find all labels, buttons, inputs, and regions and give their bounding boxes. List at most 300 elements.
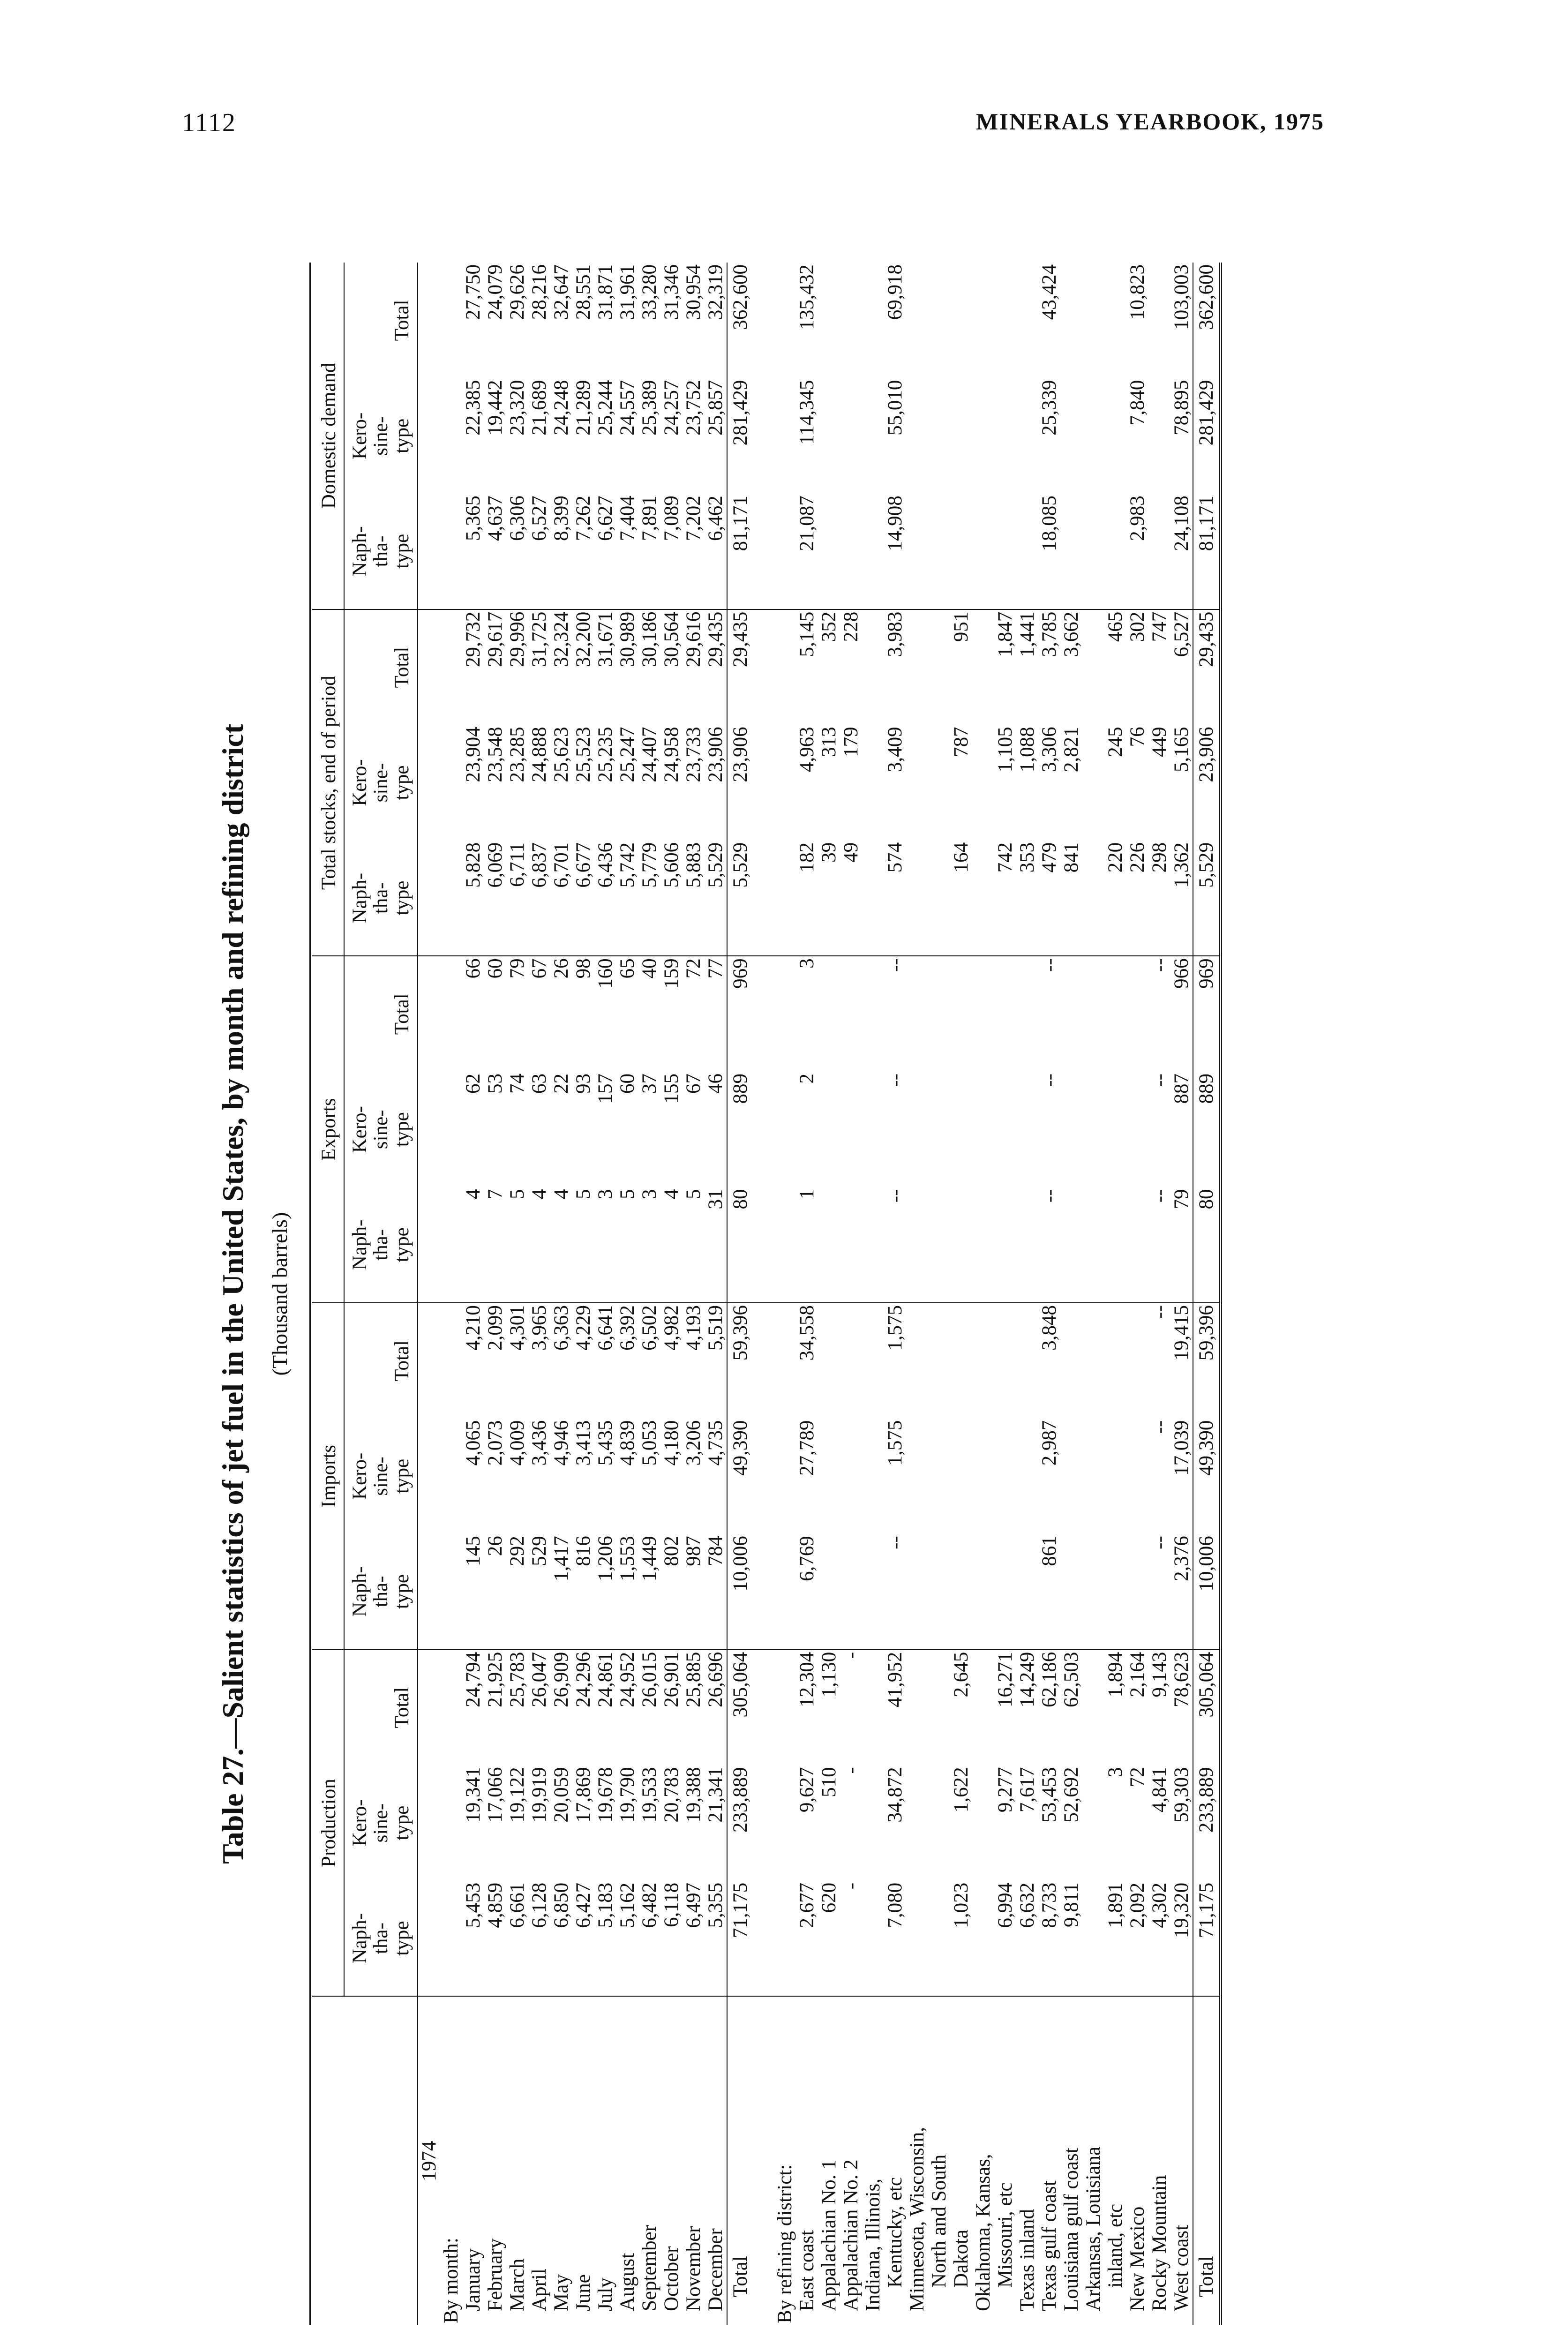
table-cell: 1,891 (1104, 1881, 1126, 1997)
table-cell: 292 (506, 1534, 528, 1650)
table-cell: 25,389 (638, 380, 661, 436)
subheader-naph: Naph- tha- type (344, 1881, 418, 1997)
empty-cell (440, 1072, 462, 1187)
table-cell: 742 (994, 841, 1016, 956)
table-cell: 6,482 (638, 1881, 660, 1997)
table-cell: 37 (638, 1074, 661, 1094)
table-cell (928, 1303, 950, 1419)
table-cell: 4,180 (660, 1420, 683, 1466)
subheader-kero: Kero- sine- type (344, 1419, 418, 1534)
table-cell (1148, 494, 1170, 609)
spacer (753, 841, 774, 956)
table-cell (972, 1072, 994, 1187)
table-cell: -- (1038, 958, 1061, 972)
table-cell (818, 1303, 840, 1419)
table-cell: 22,385 (462, 380, 485, 436)
table-cell (1082, 378, 1104, 494)
table-cell: 6,306 (506, 494, 528, 609)
table-cell: 4 (550, 1187, 572, 1303)
table-cell: 1,847 (994, 611, 1017, 657)
table-cell: 1,575 (884, 1305, 907, 1351)
empty-cell (418, 1650, 440, 1766)
table-cell: 969 (727, 956, 753, 1072)
table-cell: 157 (594, 1074, 617, 1104)
table-cell: 65 (616, 958, 639, 979)
table-cell: 29,996 (506, 611, 529, 667)
table-cell: 25,783 (506, 1652, 529, 1708)
table-cell: 305,064 (727, 1650, 753, 1766)
table-cell: 49 (840, 841, 862, 956)
table-cell (950, 263, 972, 378)
row-label: Rocky Mountain (1148, 2175, 1171, 2311)
table-cell: 62,503 (1060, 1652, 1083, 1708)
table-cell: 20,783 (660, 1767, 683, 1823)
table-cell: 4 (528, 1187, 550, 1303)
table-cell (1016, 1072, 1038, 1187)
table-cell: - (840, 1767, 863, 1774)
table-cell (972, 1534, 994, 1650)
row-label: Louisiana gulf coast (1060, 2148, 1083, 2311)
table-cell (928, 263, 950, 378)
table-cell (818, 378, 840, 494)
table-cell: 23,320 (506, 380, 529, 436)
table-cell: 155 (660, 1074, 683, 1104)
table-cell (1082, 1072, 1104, 1187)
table-cell (840, 1534, 862, 1650)
table-cell: 21,925 (484, 1652, 507, 1708)
subheader-total: Total (344, 1650, 418, 1766)
table-cell: 24,407 (638, 727, 661, 782)
row-label: May (550, 2274, 573, 2311)
table-cell: 1,894 (1104, 1652, 1127, 1698)
table-cell (818, 494, 840, 609)
table-cell: 220 (1104, 841, 1126, 956)
table-cell: 1,023 (950, 1881, 972, 1997)
table-cell (1104, 263, 1126, 378)
table-cell: 24,888 (528, 727, 551, 782)
row-label: Arkansas, Louisiana (1082, 2146, 1105, 2311)
table-cell: 6,502 (638, 1305, 661, 1351)
table-cell (928, 1187, 950, 1303)
subheader-total: Total (344, 609, 418, 725)
table-cell (906, 263, 928, 378)
table-cell (1016, 263, 1038, 378)
table-cell: 1,105 (994, 727, 1017, 773)
table-cell: 81,171 (727, 494, 753, 609)
table-cell: 20,059 (550, 1767, 573, 1823)
table-cell (906, 841, 928, 956)
table-cell (950, 956, 972, 1072)
table-cell: 3,965 (528, 1305, 551, 1351)
table-cell (840, 1072, 862, 1187)
table-cell: 8,399 (550, 494, 572, 609)
table-cell: 24,248 (550, 380, 573, 436)
table-cell: 6,711 (506, 841, 528, 956)
table-cell: -- (1148, 1074, 1171, 1087)
table-cell: 23,906 (705, 727, 727, 782)
table-cell: 62 (462, 1074, 485, 1094)
table-cell: 4,839 (616, 1420, 639, 1466)
row-label: February (484, 2238, 507, 2311)
table-cell: 21,341 (705, 1767, 727, 1823)
table-cell: 4,637 (484, 494, 506, 609)
table-cell (928, 1650, 950, 1766)
row-label: April (528, 2269, 551, 2311)
table-cell: 5,519 (705, 1305, 727, 1351)
table-row (796, 263, 818, 2325)
table-cell: 80 (727, 1187, 753, 1303)
table-cell: 24,557 (616, 380, 639, 436)
table-cell: 69,918 (884, 264, 907, 320)
table-cell: 6,850 (550, 1881, 572, 1997)
empty-cell (774, 1419, 796, 1534)
table-cell (906, 1881, 928, 1997)
table-cell: 5 (683, 1187, 705, 1303)
table-cell (840, 378, 862, 494)
table-cell: 182 (796, 841, 818, 956)
table-cell: -- (1148, 958, 1171, 972)
table-cell (818, 956, 840, 1072)
table-cell (1060, 1072, 1082, 1187)
table-body (418, 263, 1221, 2325)
table-cell: 19,678 (594, 1767, 617, 1823)
table-cell (994, 1072, 1016, 1187)
empty-cell (774, 841, 796, 956)
empty-cell (440, 1765, 462, 1881)
spacer-row (753, 263, 774, 2325)
table-cell (862, 1765, 884, 1881)
table-cell (972, 1303, 994, 1419)
empty-cell (440, 1881, 462, 1997)
table-cell: 6,363 (550, 1305, 573, 1351)
production-header: Production (312, 1650, 344, 1997)
table-cell: 23,904 (462, 727, 485, 782)
table-cell: 49,390 (727, 1419, 753, 1534)
header-rule (309, 263, 311, 2325)
table-row (1126, 263, 1148, 2325)
table-cell: 4,301 (506, 1305, 529, 1351)
table-cell: 887 (1170, 1074, 1193, 1104)
table-cell: 9,811 (1060, 1881, 1082, 1997)
table-cell: 34,558 (796, 1305, 818, 1361)
table-cell: 17,869 (572, 1767, 595, 1823)
empty-cell (440, 956, 462, 1072)
table-cell: 4,859 (484, 1881, 506, 1997)
table-unit: (Thousand barrels) (268, 1212, 292, 1376)
table-cell: -- (1038, 1187, 1060, 1303)
table-cell: 4 (660, 1187, 683, 1303)
table-cell: 6,527 (1170, 611, 1193, 657)
table-cell: 1,130 (818, 1652, 840, 1698)
table-cell: 7,089 (660, 494, 683, 609)
table-cell (950, 1419, 972, 1534)
subheader-naph: Naph- tha- type (344, 1187, 418, 1303)
table-cell: 25,244 (594, 380, 617, 436)
table-cell: 63 (528, 1074, 551, 1094)
empty-cell (418, 1419, 440, 1534)
table-cell: 5,145 (796, 611, 818, 657)
table-cell: 79 (506, 958, 529, 979)
table-cell (906, 1303, 928, 1419)
table-cell: 1,622 (950, 1767, 973, 1813)
table-cell (862, 263, 884, 378)
table-cell (906, 956, 928, 1072)
table-row (506, 263, 528, 2325)
table-cell: 71,175 (1193, 1881, 1221, 1997)
table-cell: 25,247 (616, 727, 639, 782)
table-cell: -- (1148, 1305, 1171, 1319)
table-cell: 861 (1038, 1534, 1060, 1650)
table-cell: 6,118 (660, 1881, 683, 1997)
spacer (753, 378, 774, 494)
table-cell: 24,794 (462, 1652, 485, 1708)
table-cell: 4,841 (1148, 1767, 1171, 1813)
table-cell (840, 494, 862, 609)
table-cell: 313 (818, 727, 840, 757)
table-cell (1082, 1765, 1104, 1881)
table-cell (928, 1765, 950, 1881)
table-cell: 114,345 (796, 380, 818, 445)
jet-fuel-table (312, 263, 1222, 2325)
table-cell: 43,424 (1038, 264, 1061, 320)
year-label: 1974 (418, 2141, 441, 2181)
group-header-row (312, 263, 344, 2325)
row-label: Appalachian No. 2 (840, 2159, 863, 2311)
table-cell: 987 (683, 1534, 705, 1650)
table-cell: 1,441 (1016, 611, 1039, 657)
table-cell: 26,901 (660, 1652, 683, 1708)
table-cell: 1,553 (616, 1534, 638, 1650)
empty-cell (418, 841, 440, 956)
table-row (594, 263, 616, 2325)
table-cell: 135,432 (796, 264, 818, 330)
table-cell: 79 (1170, 1187, 1193, 1303)
empty-cell (774, 1881, 796, 1997)
table-cell (862, 378, 884, 494)
table-cell: 29,732 (462, 611, 485, 667)
table-cell (818, 1534, 840, 1650)
table-cell: 59,303 (1170, 1767, 1193, 1823)
table-cell: 6,837 (528, 841, 550, 956)
table-cell: 8,733 (1038, 1881, 1060, 1997)
table-cell: 3 (594, 1187, 616, 1303)
empty-cell (774, 725, 796, 841)
table-row (1060, 263, 1082, 2325)
table-cell: -- (884, 1074, 907, 1087)
table-row (572, 263, 594, 2325)
table-cell (972, 1881, 994, 1997)
table-cell: 14,908 (884, 494, 906, 609)
table-cell (972, 609, 994, 725)
table-cell: 4,302 (1148, 1881, 1170, 1997)
table-cell: 80 (1193, 1187, 1221, 1303)
table-cell: 2 (796, 1074, 818, 1084)
row-label: Indiana, Illinois, (862, 2178, 885, 2311)
subheader-kero: Kero- sine- type (344, 725, 418, 841)
table-cell (840, 1187, 862, 1303)
table-cell: 1,088 (1016, 727, 1039, 773)
table-cell: 889 (1193, 1072, 1221, 1187)
table-cell (994, 1303, 1016, 1419)
table-cell: 3 (796, 958, 818, 969)
table-cell: 32,200 (572, 611, 595, 667)
table-cell (906, 494, 928, 609)
table-cell (928, 609, 950, 725)
table-cell (994, 494, 1016, 609)
empty-cell (418, 956, 440, 1072)
table-cell: 233,889 (727, 1765, 753, 1881)
empty-cell (440, 263, 462, 378)
table-cell: 25,857 (705, 380, 727, 436)
table-cell: 5,529 (1193, 841, 1221, 956)
table-cell: 5,742 (616, 841, 638, 956)
table-cell: 5,365 (462, 494, 484, 609)
table-cell (1016, 956, 1038, 1072)
table-row (862, 263, 884, 2325)
table-cell: 228 (840, 611, 863, 642)
table-row (1148, 263, 1170, 2325)
table-cell: -- (1038, 1074, 1061, 1087)
table-cell: 24,257 (660, 380, 683, 436)
table-cell (1126, 956, 1148, 1072)
table-cell (1126, 1534, 1148, 1650)
table-cell (972, 725, 994, 841)
rotated-table-area (216, 263, 1397, 2325)
row-label: Missouri, etc (994, 2182, 1017, 2288)
table-cell: 24,861 (594, 1652, 617, 1708)
empty-cell (774, 609, 796, 725)
table-cell: 32,647 (550, 264, 573, 320)
table-cell: 362,600 (727, 263, 753, 378)
table-cell: 19,341 (462, 1767, 485, 1823)
total-row (1193, 263, 1221, 2325)
table-cell: 352 (818, 611, 840, 642)
table-cell: 3,409 (884, 727, 907, 773)
table-cell: 21,289 (572, 380, 595, 436)
table-cell: 53,453 (1038, 1767, 1061, 1823)
row-label: June (572, 2274, 595, 2311)
table-cell: 2,099 (484, 1305, 507, 1351)
running-header: MINERALS YEARBOOK, 1975 (976, 108, 1324, 135)
section-label-district-row (774, 263, 796, 2325)
subheader-total: Total (344, 1303, 418, 1419)
table-cell (1104, 378, 1126, 494)
table-cell (840, 1419, 862, 1534)
table-cell (950, 1534, 972, 1650)
table-cell: 28,216 (528, 264, 551, 320)
table-cell: 6,994 (994, 1881, 1016, 1997)
empty-cell (418, 263, 440, 378)
table-cell: 969 (1193, 956, 1221, 1072)
table-cell: 60 (484, 958, 507, 979)
empty-cell (440, 725, 462, 841)
table-cell (1060, 1187, 1082, 1303)
section-label-district: By refining district: (774, 2164, 796, 2323)
spacer (753, 1765, 774, 1881)
spacer (753, 1303, 774, 1419)
table-cell: 77 (705, 958, 727, 979)
table-cell (1016, 1303, 1038, 1419)
row-label: West coast (1170, 2224, 1193, 2311)
table-cell: 18,085 (1038, 494, 1060, 609)
table-cell (928, 841, 950, 956)
table-cell: 5 (572, 1187, 594, 1303)
table-cell (1016, 1187, 1038, 1303)
table-cell: 4,193 (683, 1305, 705, 1351)
table-cell (1104, 1419, 1126, 1534)
table-cell (1082, 1303, 1104, 1419)
table-cell: 233,889 (1193, 1765, 1221, 1881)
subheader-kero: Kero- sine- type (344, 378, 418, 494)
table-cell: 39 (818, 841, 840, 956)
table-cell (1104, 1303, 1126, 1419)
table-cell (928, 378, 950, 494)
empty-cell (418, 1187, 440, 1303)
table-cell: 71,175 (727, 1881, 753, 1997)
table-cell: 59,396 (727, 1303, 753, 1419)
row-label: January (462, 2248, 485, 2311)
table-cell: 3,413 (572, 1420, 595, 1466)
table-cell: 159 (660, 958, 683, 989)
table-cell: 21,689 (528, 380, 551, 436)
table-cell: 6,069 (484, 841, 506, 956)
table-row (1104, 263, 1126, 2325)
table-cell (1104, 494, 1126, 609)
table-cell: 5,779 (638, 841, 660, 956)
table-cell: 25,523 (572, 727, 595, 782)
table-cell (906, 1650, 928, 1766)
table-cell: 1,206 (594, 1534, 616, 1650)
table-cell: 2,164 (1126, 1652, 1149, 1698)
table-cell: 24,108 (1170, 494, 1193, 609)
table-cell (862, 494, 884, 609)
table-cell: 5,529 (705, 841, 727, 956)
table-cell: 3,848 (1038, 1305, 1061, 1351)
table-cell (862, 956, 884, 1072)
table-cell (1148, 263, 1170, 378)
table-cell: 60 (616, 1074, 639, 1094)
table-cell: 19,533 (638, 1767, 661, 1823)
table-cell: 26,047 (528, 1652, 551, 1708)
table-cell (928, 494, 950, 609)
table-cell: 32,319 (705, 264, 727, 320)
empty-cell (774, 1765, 796, 1881)
table-cell (950, 494, 972, 609)
table-cell: -- (884, 1534, 906, 1650)
table-cell: 3,983 (884, 611, 907, 657)
table-cell: 1,575 (884, 1420, 907, 1466)
table-cell: 5,183 (594, 1881, 616, 1997)
subheader-kero: Kero- sine- type (344, 1072, 418, 1187)
subheader-naph: Naph- tha- type (344, 841, 418, 956)
table-cell (1060, 1419, 1082, 1534)
section-label-month: By month: (440, 2238, 463, 2323)
table-cell: 23,906 (1193, 725, 1221, 841)
table-cell: 479 (1038, 841, 1060, 956)
table-cell: 23,285 (506, 727, 529, 782)
table-cell (1060, 1303, 1082, 1419)
table-cell (906, 1534, 928, 1650)
table-row (884, 263, 906, 2325)
table-cell: 66 (462, 958, 485, 979)
table-cell: 30,954 (683, 264, 705, 320)
table-cell: 19,122 (506, 1767, 529, 1823)
table-cell: 1,362 (1170, 841, 1193, 956)
table-cell: 226 (1126, 841, 1148, 956)
table-cell: 2,645 (950, 1652, 973, 1698)
spacer (753, 1534, 774, 1650)
table-cell: - (840, 1652, 863, 1659)
